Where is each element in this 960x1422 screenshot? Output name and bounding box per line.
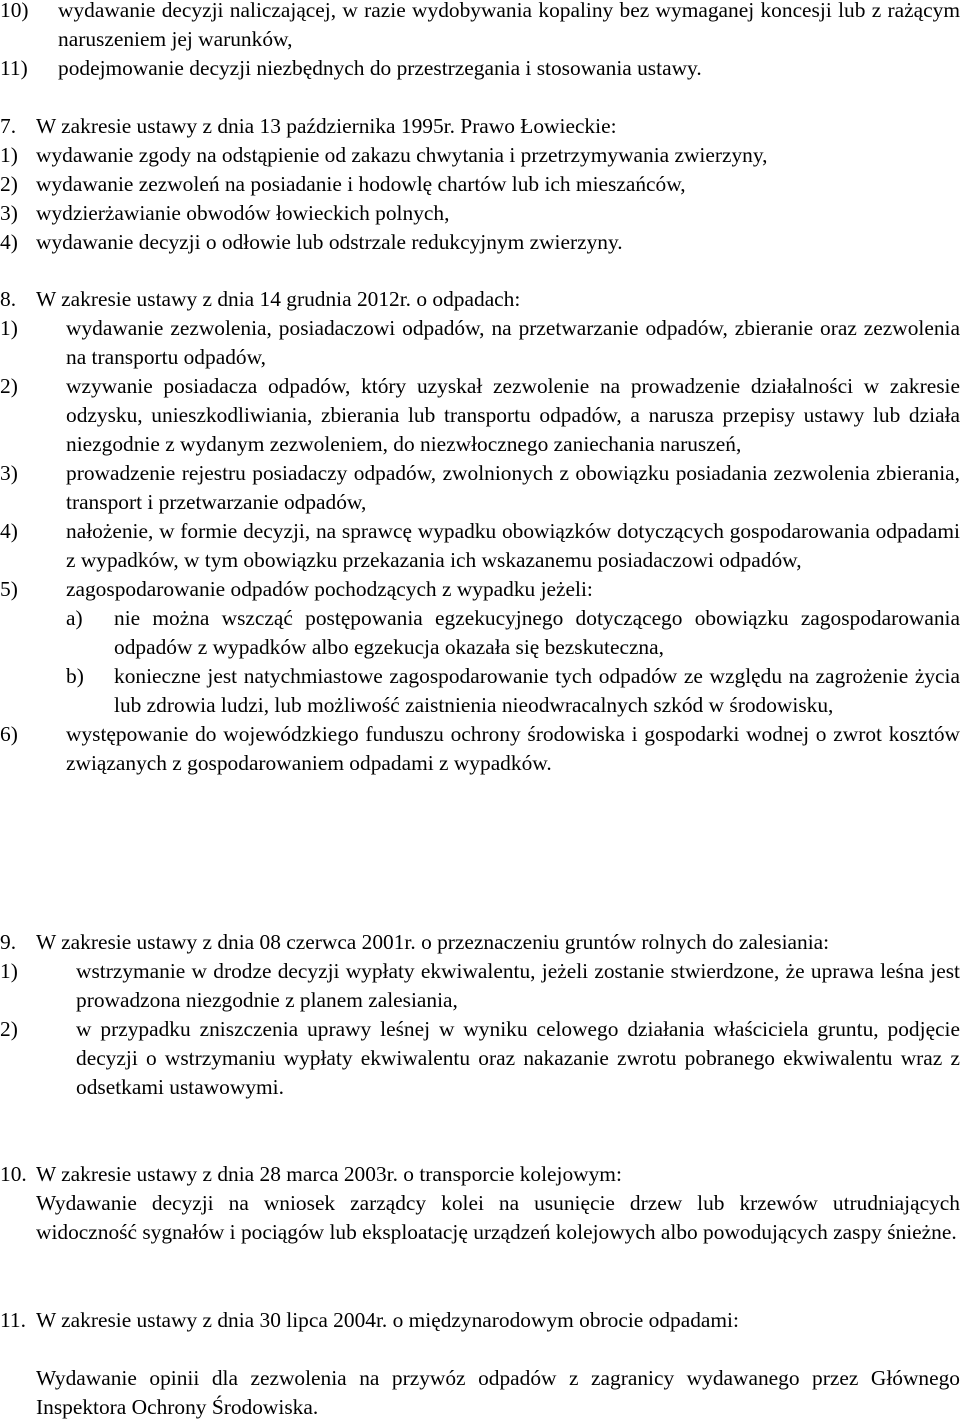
list-item (0, 575, 960, 604)
sub-list-item (66, 604, 960, 662)
section-heading (0, 1160, 960, 1189)
item-number: 3) (0, 461, 18, 485)
section-title: W zakresie ustawy z dnia 28 marca 2003r. o transporcie kolejowym: (36, 1162, 622, 1186)
item-number: 5) (0, 577, 18, 601)
list-item (0, 459, 960, 517)
item-text: wydawanie zezwoleń na posiadanie i hodowlę chartów lub ich mieszańców, (36, 172, 686, 196)
list-item (0, 957, 960, 1015)
section-number: 9. (0, 930, 17, 954)
item-text: wydawanie zezwolenia, posiadaczowi odpadów, na przetwarzanie odpadów, zbieranie oraz zezwolenia na transportu odpadów, (66, 316, 960, 369)
list-item (0, 141, 960, 170)
list-item (0, 0, 960, 54)
item-number: 6) (0, 722, 18, 746)
list-item (0, 314, 960, 372)
item-number: 2) (0, 172, 18, 196)
list-item (0, 517, 960, 575)
item-text: występowanie do wojewódzkiego funduszu ochrony środowiska i gospodarki wodnej o zwrot kosztów związanych z gospodarowaniem odpadami z wypadków. (66, 722, 960, 775)
section-11 (0, 1306, 960, 1422)
list-item (0, 1015, 960, 1102)
item-number: 1) (0, 143, 18, 167)
sub-item-text: konieczne jest natychmiastowe zagospodarowanie tych odpadów ze względu na zagrożenie życia lub zdrowia ludzi, lub możliwość zaistnienia nieodwracalnych szkód w środowisku, (114, 664, 960, 717)
section-number: 11. (0, 1308, 26, 1332)
list-item (0, 372, 960, 459)
sub-list-item (66, 662, 960, 720)
section-number: 8. (0, 287, 17, 311)
item-text: wstrzymanie w drodze decyzji wypłaty ekwiwalentu, jeżeli zostanie stwierdzone, że uprawa leśna jest prowadzona niezgodnie z planem zalesiania, (76, 959, 960, 1012)
section-8 (0, 285, 960, 778)
item-text: w przypadku zniszczenia uprawy leśnej w wyniku celowego działania właściciela gruntu, podjęcie decyzji o wstrzymaniu wypłaty ekwiwalentu oraz nakazanie zwrotu pobranego ekwiwalentu wraz z odsetkami ustawowymi. (76, 1017, 960, 1099)
section-title: W zakresie ustawy z dnia 30 lipca 2004r. o międzynarodowym obrocie odpadami: (36, 1308, 739, 1332)
item-text: nałożenie, w formie decyzji, na sprawcę wypadku obowiązków dotyczących gospodarowania odpadami z wypadków, w tym obowiązku przekazania ich wskazanemu posiadaczowi odpadów, (66, 519, 960, 572)
item-text: wzywanie posiadacza odpadów, który uzyskał zezwolenie na prowadzenie działalności w zakresie odzysku, unieszkodliwiania, zbierania lub transportu odpadów, a narusza przepisy ustawy lub działa niezgodnie z wydanym zezwoleniem, do niezwłocznego zaniechania naruszeń, (66, 374, 960, 456)
item-number: 4) (0, 230, 18, 254)
section-10 (0, 1160, 960, 1247)
item-text: wydawanie decyzji o odłowie lub odstrzale redukcyjnym zwierzyny. (36, 230, 623, 254)
section-heading (0, 928, 960, 957)
section-title: W zakresie ustawy z dnia 13 października 1995r. Prawo Łowieckie: (36, 114, 617, 138)
list-item (0, 720, 960, 778)
item-text: prowadzenie rejestru posiadaczy odpadów, zwolnionych z obowiązku posiadania zezwolenia zbierania, transport i przetwarzanie odpadów, (66, 461, 960, 514)
sub-item-letter: b) (66, 664, 84, 688)
item-number: 2) (0, 1017, 18, 1041)
section-heading (0, 112, 960, 141)
section-body: Wydawanie decyzji na wniosek zarządcy kolei na usunięcie drzew lub krzewów utrudniających widoczność sygnałów i pociągów lub eksploatację urządzeń kolejowych albo powodujących zaspy śnieżne. (36, 1191, 960, 1244)
section-heading (0, 1306, 960, 1335)
section-7 (0, 112, 960, 257)
section-title: W zakresie ustawy z dnia 14 grudnia 2012r. o odpadach: (36, 287, 521, 311)
item-number: 1) (0, 316, 18, 340)
sub-item-letter: a) (66, 606, 83, 630)
list-item (0, 228, 960, 257)
section-number: 10. (0, 1162, 27, 1186)
item-number: 10) (0, 0, 29, 22)
item-text: wydawanie zgody na odstąpienie od zakazu chwytania i przetrzymywania zwierzyny, (36, 143, 768, 167)
section-body: Wydawanie opinii dla zezwolenia na przywóz odpadów z zagranicy wydawanego przez Głównego Inspektora Ochrony Środowiska. (36, 1366, 960, 1419)
item-text: wydzierżawianie obwodów łowieckich polnych, (36, 201, 450, 225)
item-number: 1) (0, 959, 18, 983)
list-item (0, 54, 960, 83)
item-number: 3) (0, 201, 18, 225)
item-text: wydawanie decyzji naliczającej, w razie wydobywania kopaliny bez wymaganej koncesji lub z rażącym naruszeniem jej warunków, (58, 0, 960, 51)
section-number: 7. (0, 114, 17, 138)
item-number: 2) (0, 374, 18, 398)
top-items (0, 0, 960, 83)
item-text: podejmowanie decyzji niezbędnych do przestrzegania i stosowania ustawy. (58, 56, 702, 80)
sub-item-text: nie można wszcząć postępowania egzekucyjnego dotyczącego obowiązku zagospodarowania odpadów z wypadków albo egzekucja okazała się bezskuteczna, (114, 606, 960, 659)
item-text: zagospodarowanie odpadów pochodzących z wypadku jeżeli: (66, 577, 593, 601)
section-heading (0, 285, 960, 314)
list-item (0, 170, 960, 199)
list-item (0, 199, 960, 228)
item-number: 4) (0, 519, 18, 543)
section-9 (0, 928, 960, 1102)
section-title: W zakresie ustawy z dnia 08 czerwca 2001r. o przeznaczeniu gruntów rolnych do zalesiania: (36, 930, 830, 954)
item-number: 11) (0, 56, 28, 80)
